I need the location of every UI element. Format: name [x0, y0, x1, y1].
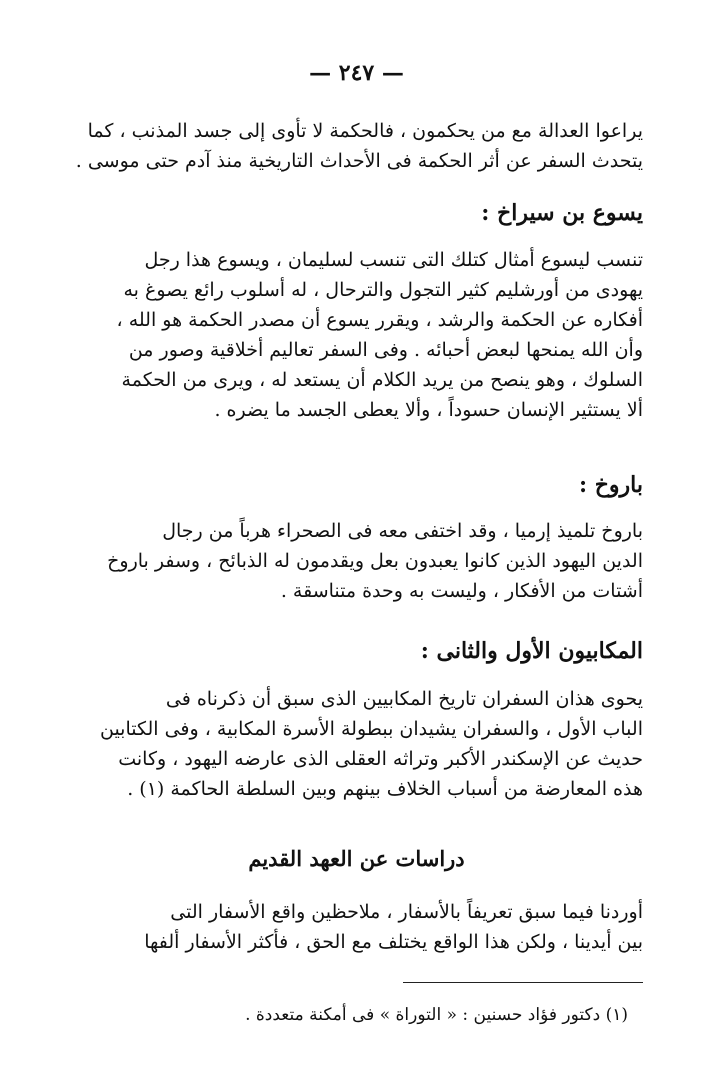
footnote-divider	[403, 982, 643, 983]
text-line: السلوك ، وهو ينصح من يريد الكلام أن يستعد له ، ويرى من الحكمة	[121, 369, 643, 391]
section-paragraph-maccabees	[60, 684, 643, 804]
text-line: تنسب ليسوع أمثال كتلك التى تنسب لسليمان ، ويسوع هذا رجل	[144, 249, 643, 271]
text-line: بين أيدينا ، ولكن هذا الواقع يختلف مع الحق ، فأكثر الأسفار ألفها	[144, 931, 643, 953]
section-heading-baruch: باروخ :	[578, 472, 643, 498]
section-paragraph-baruch	[60, 516, 643, 606]
section-heading-sirach: يسوع بن سيراخ :	[481, 200, 643, 226]
chapter-subtitle: دراسات عن العهد القديم	[248, 846, 465, 871]
text-line: وأن الله يمنحها لبعض أحبائه . وفى السفر تعاليم أخلاقية وصور من	[128, 339, 643, 361]
text-line: أفكاره عن الحكمة والرشد ، ويقرر يسوع أن مصدر الحكمة هو الله ،	[116, 309, 643, 331]
text-line: باروخ تلميذ إرميا ، وقد اختفى معه فى الصحراء هرباً من رجال	[162, 520, 643, 542]
section-heading-maccabees: المكابيون الأول والثانى :	[420, 638, 643, 664]
text-line: حديث عن الإسكندر الأكبر وتراثه العقلى الذى عارضه اليهود ، وكانت	[118, 748, 643, 770]
intro-paragraph	[60, 116, 643, 176]
footnote: (١) دكتور فؤاد حسنين : « التوراة » فى أمكنة متعددة .	[245, 1005, 628, 1025]
text-line: أوردنا فيما سبق تعريفاً بالأسفار ، ملاحظين واقع الأسفار التى	[170, 901, 643, 923]
text-line: هذه المعارضة من أسباب الخلاف بينهم وبين السلطة الحاكمة (١) .	[127, 778, 643, 800]
text-line: يحوى هذان السفران تاريخ المكابيين الذى سبق أن ذكرناه فى	[165, 688, 643, 710]
text-line: الباب الأول ، والسفران يشيدان ببطولة الأسرة المكابية ، وفى الكتابين	[99, 718, 643, 740]
text-line: يهودى من أورشليم كثير التجول والترحال ، له أسلوب رائع يصوغ به	[123, 279, 643, 301]
text-line: أشتات من الأفكار ، وليست به وحدة متناسقة .	[280, 580, 643, 602]
page-number: — ٢٤٧ —	[309, 60, 404, 86]
final-paragraph	[60, 897, 643, 957]
text-line: يراعوا العدالة مع من يحكمون ، فالحكمة لا تأوى إلى جسد المذنب ، كما	[87, 120, 643, 142]
section-paragraph-sirach	[60, 245, 643, 425]
text-line: الدين اليهود الذين كانوا يعبدون بعل ويقدمون له الذبائح ، وسفر باروخ	[107, 550, 643, 572]
text-line: يتحدث السفر عن أثر الحكمة فى الأحداث التاريخية منذ آدم حتى موسى .	[75, 150, 643, 172]
text-line: ألا يستثير الإنسان حسوداً ، وألا يعطى الجسد ما يضره .	[214, 399, 643, 421]
